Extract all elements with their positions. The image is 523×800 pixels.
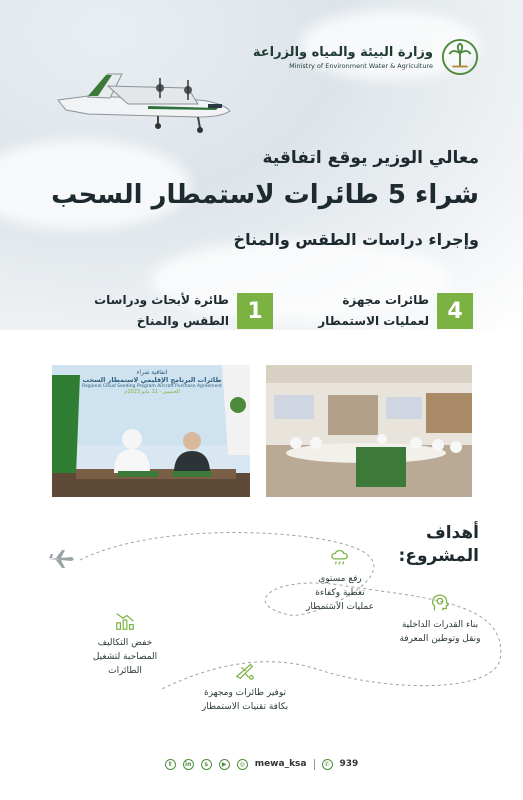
ministry-name-en: Ministry of Environment Water & Agriculture xyxy=(289,61,433,70)
stat-cloud-seeding-aircraft xyxy=(318,290,473,332)
goal-item-aircraft: توفير طائرات ومجهزة بكافة تقنيات الاستمطار xyxy=(185,660,305,714)
stat-label-line1: طائرة لأبحاث ودراسات xyxy=(94,293,229,307)
stat-label-line2: الطقس والمناخ xyxy=(136,314,229,328)
stat-number: 4 xyxy=(437,293,473,329)
headline-main: شراء 5 طائرات لاستمطار السحب xyxy=(51,180,479,210)
instagram-icon[interactable]: ◎ xyxy=(237,759,248,770)
footer-divider xyxy=(314,759,315,770)
headline-sub: وإجراء دراسات الطقس والمناخ xyxy=(233,230,479,249)
ministry-name-ar: وزارة البيئة والمياه والزراعة xyxy=(252,44,433,60)
plane-tools-icon xyxy=(234,660,256,682)
phone-icon: ✆ xyxy=(322,759,333,770)
chart-down-icon xyxy=(114,610,136,632)
youtube-icon[interactable]: ▶ xyxy=(219,759,230,770)
snapchat-icon[interactable]: s xyxy=(201,759,212,770)
goal-item-efficiency: رفع مستوى تغطية وكفاءة عمليات الاستمطار xyxy=(285,546,395,614)
signing-ceremony-photo xyxy=(52,365,250,497)
footer xyxy=(0,752,523,776)
screen-subtitle: طائرات البرنامج الإقليمي لاستمطار السحب xyxy=(82,376,222,384)
phone-number[interactable]: 939 xyxy=(339,759,359,769)
meeting-room-photo xyxy=(266,365,472,497)
twitter-icon[interactable]: t xyxy=(165,759,176,770)
screen-english-title: Regional Cloud Seeding Program Aircraft Purchase Agreement xyxy=(82,384,222,389)
goal-item-capacity: بناء القدرات الداخلية ونقل وتوطين المعرفة xyxy=(385,592,495,646)
stat-research-aircraft xyxy=(94,290,273,332)
screen-date: الخميس - 11 مايو 2023م xyxy=(124,389,180,395)
brain-gear-icon xyxy=(429,592,451,614)
cloud-rain-icon xyxy=(329,546,351,568)
linkedin-icon[interactable]: in xyxy=(183,759,194,770)
screen-title: اتفاقية شراء xyxy=(136,369,168,376)
palm-emblem-icon xyxy=(441,38,479,76)
small-plane-icon xyxy=(46,549,76,569)
goal-item-costs: خفض التكاليف المصاحبة لتشغيل الطائرات xyxy=(70,610,180,678)
social-handle[interactable]: mewa_ksa xyxy=(254,759,307,769)
ministry-logo[interactable] xyxy=(253,38,479,76)
goals-title: أهداف المشروع: xyxy=(398,523,479,566)
headline-intro: معالي الوزير يوقع اتفاقية xyxy=(262,148,479,168)
aircraft-image xyxy=(48,66,238,146)
stat-number: 1 xyxy=(237,293,273,329)
stat-label-line1: طائرات مجهزة xyxy=(342,293,429,307)
stat-label-line2: لعمليات الاستمطار xyxy=(318,314,429,328)
